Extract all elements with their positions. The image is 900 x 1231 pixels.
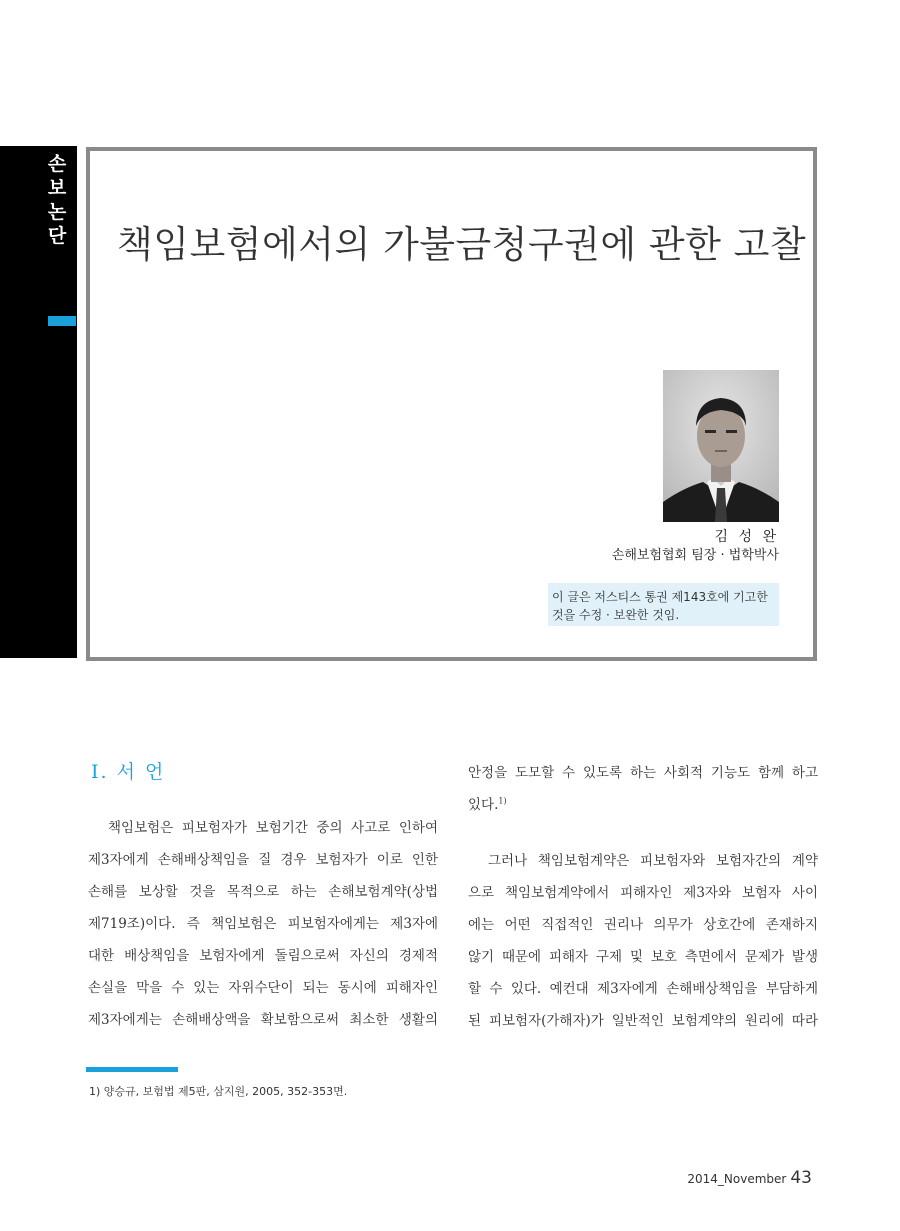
body-line: 대한 배상책임을 보험자에게 돌림으로써 자신의 경제적: [88, 948, 438, 964]
body-line: 제3자에게는 손해배상액을 확보함으로써 최소한 생활의: [88, 1012, 438, 1028]
page-footer: [687, 1168, 812, 1188]
body-text: 있다.: [468, 797, 499, 813]
footnote: 1) 양승규, 보험법 제5판, 삼지원, 2005, 352-353면.: [89, 1085, 348, 1098]
body-line: 된 피보험자(가해자)가 일반적인 보험계약의 원리에 따라: [468, 1013, 818, 1029]
body-column-left: [88, 812, 438, 1036]
author-photo: [663, 370, 779, 522]
body-line: 할 수 있다. 예컨대 제3자에게 손해배상책임을 부담하게: [468, 981, 818, 997]
body-line: 제3자에게 손해배상책임을 질 경우 보험자가 이로 인한: [88, 852, 438, 868]
body-line: 그러나 책임보험계약은 피보험자와 보험자간의 계약: [488, 853, 818, 869]
section-heading: Ⅰ. 서 언: [91, 761, 166, 783]
section-label-vertical: [44, 152, 70, 248]
side-char: 손: [47, 153, 67, 175]
author-name: 김 성 완: [714, 529, 779, 545]
body-line: 안정을 도모할 수 있도록 하는 사회적 기능도 함께 하고: [468, 765, 818, 781]
side-accent-bar: [48, 316, 76, 326]
article-title: 책임보험에서의 가불금청구권에 관한 고찰: [117, 223, 807, 266]
body-column-right-top: [468, 757, 818, 821]
note-line: 것을 수정 · 보완한 것임.: [552, 608, 680, 622]
side-char: 단: [47, 225, 67, 247]
body-line: 않기 때문에 피해자 구제 및 보호 측면에서 문제가 발생: [468, 949, 818, 965]
publication-note: [548, 583, 779, 626]
side-char: 논: [47, 201, 67, 223]
note-line: 이 글은 저스티스 통권 제143호에 기고한: [552, 590, 768, 604]
body-line: 에는 어떤 직접적인 권리나 의무가 상호간에 존재하지: [468, 917, 818, 933]
footnote-ref[interactable]: 1): [498, 796, 507, 806]
body-line: 손해를 보상할 것을 목적으로 하는 손해보험계약(상법: [88, 884, 438, 900]
body-line: 제719조)이다. 즉 책임보험은 피보험자에게는 제3자에: [88, 916, 438, 932]
body-line: 손실을 막을 수 있는 자위수단이 되는 동시에 피해자인: [88, 980, 438, 996]
page-number: 43: [790, 1168, 812, 1188]
body-line: 책임보험은 피보험자가 보험기간 중의 사고로 인하여: [108, 820, 438, 836]
issue-label: 2014_November: [687, 1172, 787, 1186]
side-char: 보: [47, 177, 67, 199]
author-affiliation: 손해보험협회 팀장 · 법학박사: [611, 548, 779, 563]
footnote-rule: [86, 1067, 178, 1072]
body-line: [468, 789, 818, 821]
body-line: 으로 책임보험계약에서 피해자인 제3자와 보험자 사이: [468, 885, 818, 901]
body-column-right: [468, 845, 818, 1037]
